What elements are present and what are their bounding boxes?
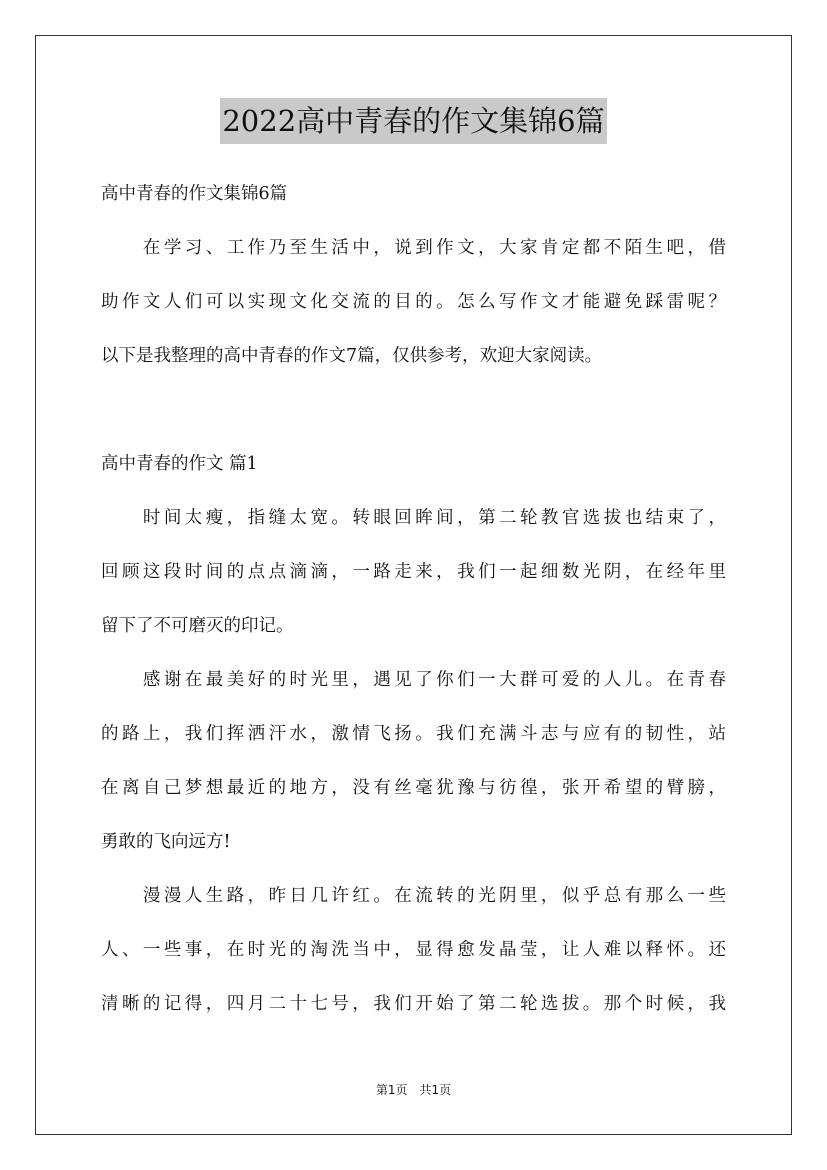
page-footer: 第1页 共1页 bbox=[375, 1083, 452, 1097]
paragraph-line: 勇敢的飞向远方! bbox=[101, 832, 231, 852]
intro-line: 以下是我整理的高中青春的作文7篇，仅供参考，欢迎大家阅读。 bbox=[101, 346, 603, 366]
paragraph-line: 回顾这段时间的点点滴滴，一路走来，我们一起细数光阴，在经年里 bbox=[101, 562, 726, 582]
title-wrap bbox=[0, 98, 827, 144]
intro-line: 助作文人们可以实现文化交流的目的。怎么写作文才能避免踩雷呢？ bbox=[101, 292, 726, 312]
subtitle: 高中青春的作文集锦6篇 bbox=[101, 184, 288, 204]
paragraph-line: 感谢在最美好的时光里，遇见了你们一大群可爱的人儿。在青春 bbox=[101, 670, 726, 690]
paragraph-line: 在离自己梦想最近的地方，没有丝毫犹豫与彷徨，张开希望的臂膀， bbox=[101, 778, 726, 798]
paragraph-line: 人、一些事，在时光的淘洗当中，显得愈发晶莹，让人难以释怀。还 bbox=[101, 940, 726, 960]
paragraph-line: 的路上，我们挥洒汗水，激情飞扬。我们充满斗志与应有的韧性，站 bbox=[101, 724, 726, 744]
document-title: 2022高中青春的作文集锦6篇 bbox=[220, 98, 606, 144]
paragraph-line: 留下了不可磨灭的印记。 bbox=[101, 616, 294, 636]
document-body bbox=[101, 176, 726, 1040]
section-heading: 高中青春的作文 篇1 bbox=[101, 454, 258, 474]
paragraph-line: 清晰的记得，四月二十七号，我们开始了第二轮选拔。那个时候，我 bbox=[101, 994, 726, 1014]
intro-line: 在学习、工作乃至生活中，说到作文，大家肯定都不陌生吧，借 bbox=[101, 238, 726, 258]
paragraph-line: 时间太瘦，指缝太宽。转眼回眸间，第二轮教官选拔也结束了， bbox=[101, 508, 726, 528]
spacer bbox=[101, 392, 726, 446]
paragraph-line: 漫漫人生路，昨日几许红。在流转的光阴里，似乎总有那么一些 bbox=[101, 886, 726, 906]
